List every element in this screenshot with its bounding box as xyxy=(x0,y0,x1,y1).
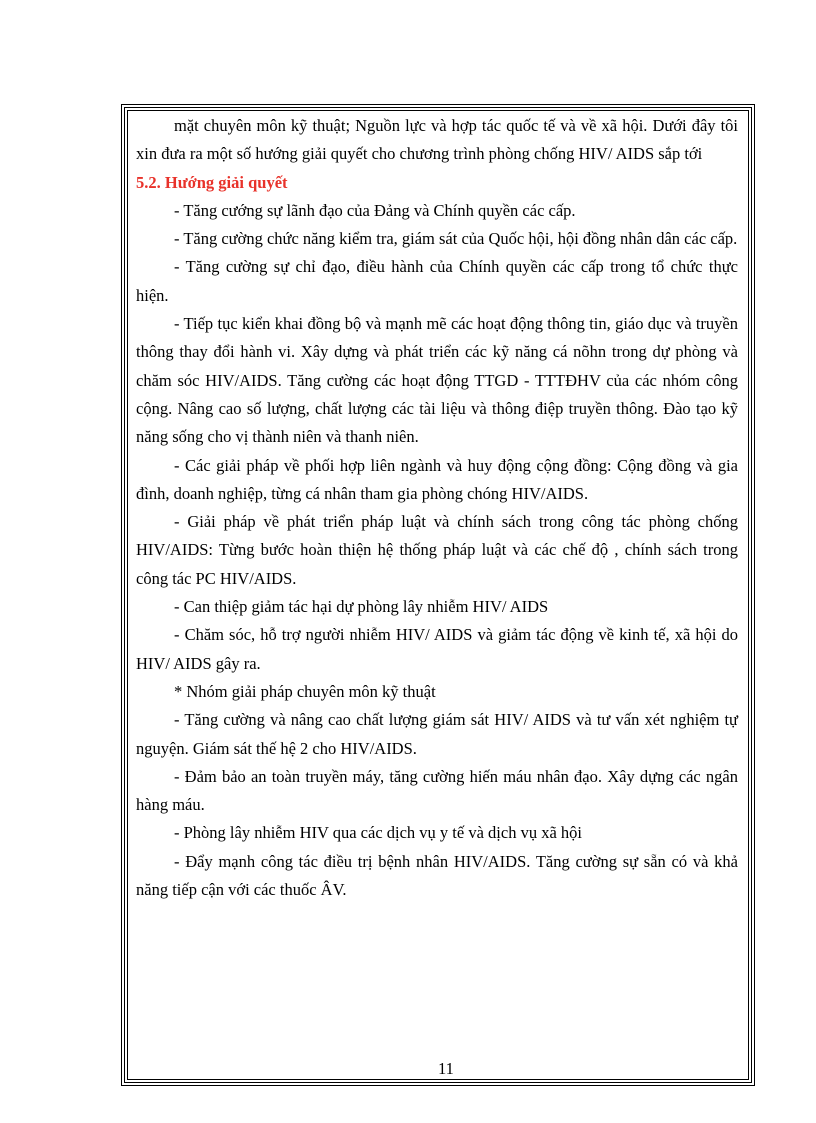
list-item: - Đẩy mạnh công tác điều trị bệnh nhân HIV/AIDS. Tăng cường sự sẵn có và khả năng tiếp cận với các thuốc ÂV. xyxy=(136,851,738,900)
page-number-text: 11 xyxy=(438,1059,454,1078)
intro-paragraph: mặt chuyên môn kỹ thuật; Nguồn lực và hợp tác quốc tế và về xã hội. Dưới đây tôi xin đưa ra một số hướng giải quyết cho chương trình phòng chống HIV/ AIDS sắp tới xyxy=(136,116,738,164)
list-item: - Chăm sóc, hỗ trợ người nhiễm HIV/ AIDS và giảm tác động về kinh tế, xã hội do HIV/ AIDS gây ra. xyxy=(136,625,738,673)
page-number xyxy=(0,1059,816,1079)
list-item: - Tiếp tục kiển khai đồng bộ và mạnh mẽ các hoạt động thông tin, giáo dục và truyền thông thay đổi hành vi. Xây dựng và phát triển các kỹ năng cá nõhn trong dự phòng và chăm sóc HIV/AIDS. Tăng cường các hoạt động TTGD - TTTĐHV của các nhóm công cộng. Nâng cao số lượng, chất lượng các tài liệu và thông điệp truyền thông. Đào tạo kỹ năng sống cho vị thành niên và thanh niên. xyxy=(136,314,738,447)
list-item: - Tăng cường sự chỉ đạo, điều hành của Chính quyền các cấp trong tổ chức thực hiện. xyxy=(136,257,738,305)
list-item: - Các giải pháp về phối hợp liên ngành và huy động cộng đồng: Cộng đồng và gia đình, doanh nghiệp, từng cá nhân tham gia phòng chóng HIV/AIDS. xyxy=(136,455,738,503)
list-item: - Tăng cường chức năng kiểm tra, giám sát của Quốc hội, hội đồng nhân dân các cấp. xyxy=(174,229,738,249)
list-item: - Tăng cướng sự lãnh đạo của Đảng và Chính quyền các cấp. xyxy=(174,200,576,220)
subgroup-heading: * Nhóm giải pháp chuyên môn kỹ thuật xyxy=(174,681,436,701)
list-item: - Giải pháp về phát triển pháp luật và chính sách trong công tác phòng chống HIV/AIDS: Từng bước hoàn thiện hệ thống pháp luật và các chế độ , chính sách trong công tác PC HIV/AIDS. xyxy=(136,512,738,588)
document-body xyxy=(136,112,738,904)
list-item: - Can thiệp giảm tác hại dự phòng lây nhiễm HIV/ AIDS xyxy=(174,597,549,617)
section-heading: 5.2. Hướng giải quyết xyxy=(136,172,288,192)
list-item: - Phòng lây nhiễm HIV qua các dịch vụ y tế và dịch vụ xã hội xyxy=(174,823,582,843)
list-item: - Đảm bảo an toàn truyền máy, tăng cường hiến máu nhân đạo. Xây dựng các ngân hàng máu. xyxy=(136,766,738,815)
list-item: - Tăng cường và nâng cao chất lượng giám sát HIV/ AIDS và tư vấn xét nghiệm tự nguyện. Giám sát thế hệ 2 cho HIV/AIDS. xyxy=(136,710,738,758)
